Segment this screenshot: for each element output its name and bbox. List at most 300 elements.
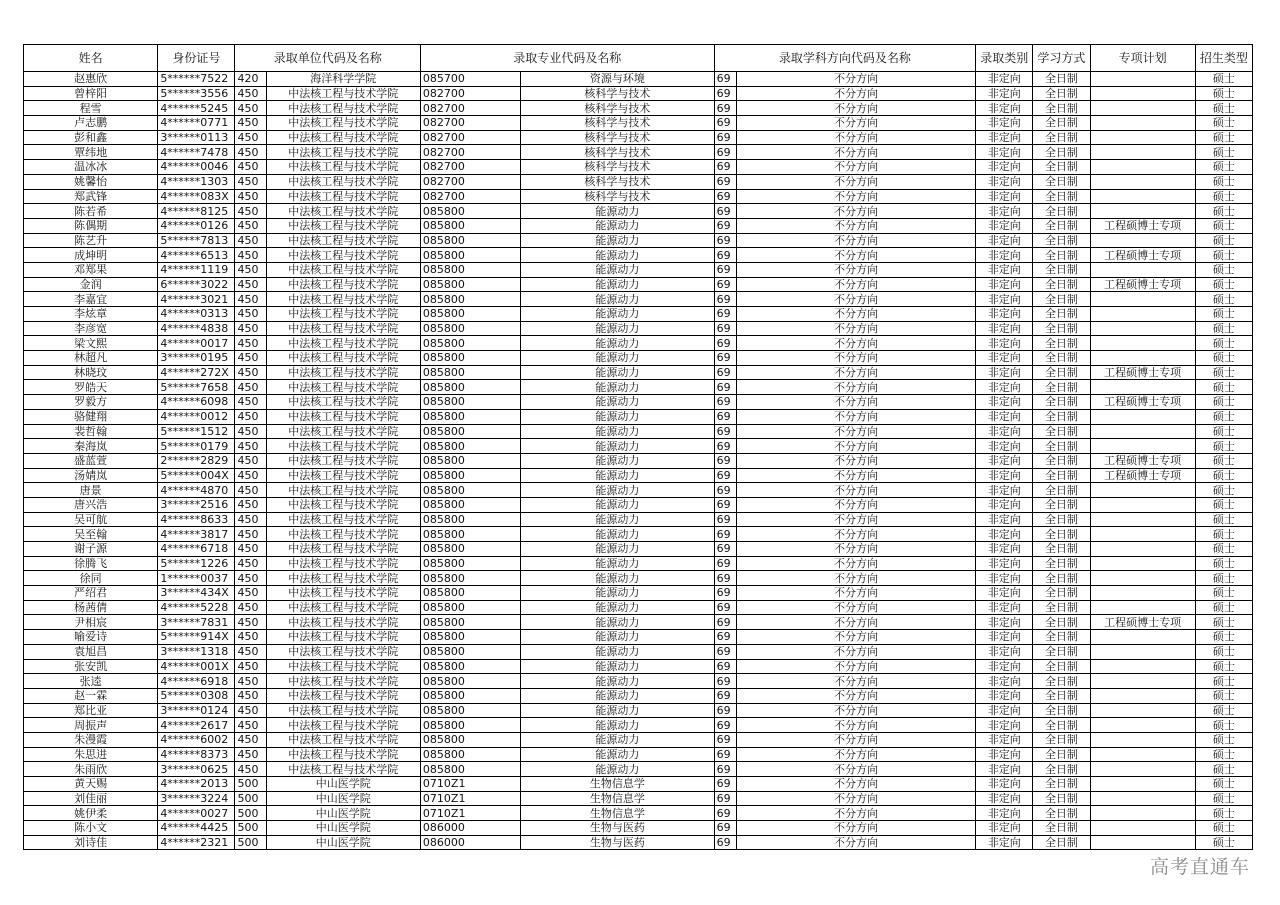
cell-study-mode: 全日制 <box>1033 233 1090 248</box>
cell-study-mode: 全日制 <box>1033 835 1090 850</box>
cell-major-name: 能源动力 <box>521 424 714 439</box>
cell-unit-code: 500 <box>235 806 266 821</box>
cell-enrollment-type: 硕士 <box>1195 204 1252 219</box>
cell-direction-code: 69 <box>714 116 736 131</box>
cell-enrollment-type: 硕士 <box>1195 72 1252 87</box>
cell-category: 非定向 <box>976 791 1033 806</box>
table-row <box>24 732 1253 747</box>
cell-special-plan <box>1090 835 1195 850</box>
cell-special-plan <box>1090 160 1195 175</box>
cell-major-name: 生物信息学 <box>521 791 714 806</box>
cell-unit-name: 中法核工程与技术学院 <box>266 703 420 718</box>
cell-special-plan <box>1090 380 1195 395</box>
cell-study-mode: 全日制 <box>1033 439 1090 454</box>
table-row <box>24 395 1253 410</box>
cell-study-mode: 全日制 <box>1033 762 1090 777</box>
cell-study-mode: 全日制 <box>1033 527 1090 542</box>
cell-direction-name: 不分方向 <box>736 688 976 703</box>
cell-major-name: 能源动力 <box>521 718 714 733</box>
cell-category: 非定向 <box>976 307 1033 322</box>
cell-unit-code: 450 <box>235 101 266 116</box>
cell-name: 裴哲翰 <box>24 424 158 439</box>
cell-id-number: 4******6918 <box>158 674 235 689</box>
cell-unit-name: 中法核工程与技术学院 <box>266 512 420 527</box>
cell-major-code: 085800 <box>420 395 520 410</box>
cell-category: 非定向 <box>976 262 1033 277</box>
cell-enrollment-type: 硕士 <box>1195 439 1252 454</box>
cell-major-code: 085800 <box>420 688 520 703</box>
cell-study-mode: 全日制 <box>1033 424 1090 439</box>
table-row <box>24 101 1253 116</box>
cell-special-plan: 工程硕博士专项 <box>1090 277 1195 292</box>
cell-name: 梁文熙 <box>24 336 158 351</box>
cell-direction-code: 69 <box>714 130 736 145</box>
cell-category: 非定向 <box>976 586 1033 601</box>
cell-direction-code: 69 <box>714 674 736 689</box>
cell-unit-name: 中法核工程与技术学院 <box>266 307 420 322</box>
cell-unit-code: 450 <box>235 145 266 160</box>
cell-name: 陈若希 <box>24 204 158 219</box>
cell-major-code: 082700 <box>420 189 520 204</box>
cell-special-plan <box>1090 718 1195 733</box>
cell-special-plan <box>1090 527 1195 542</box>
cell-name: 吴至翰 <box>24 527 158 542</box>
cell-direction-code: 69 <box>714 424 736 439</box>
cell-major-name: 能源动力 <box>521 747 714 762</box>
cell-unit-name: 中法核工程与技术学院 <box>266 365 420 380</box>
cell-major-code: 085800 <box>420 483 520 498</box>
cell-major-name: 能源动力 <box>521 659 714 674</box>
cell-direction-code: 69 <box>714 292 736 307</box>
cell-unit-name: 中法核工程与技术学院 <box>266 248 420 263</box>
cell-direction-name: 不分方向 <box>736 424 976 439</box>
cell-direction-name: 不分方向 <box>736 174 976 189</box>
cell-unit-name: 中法核工程与技术学院 <box>266 395 420 410</box>
cell-special-plan <box>1090 688 1195 703</box>
cell-special-plan: 工程硕博士专项 <box>1090 453 1195 468</box>
cell-enrollment-type: 硕士 <box>1195 527 1252 542</box>
cell-unit-name: 中法核工程与技术学院 <box>266 659 420 674</box>
cell-major-name: 核科学与技术 <box>521 174 714 189</box>
cell-major-code: 082700 <box>420 145 520 160</box>
cell-direction-code: 69 <box>714 307 736 322</box>
cell-direction-code: 69 <box>714 542 736 557</box>
cell-enrollment-type: 硕士 <box>1195 468 1252 483</box>
cell-name: 严绍君 <box>24 586 158 601</box>
cell-major-code: 085800 <box>420 351 520 366</box>
cell-special-plan: 工程硕博士专项 <box>1090 248 1195 263</box>
cell-unit-code: 450 <box>235 659 266 674</box>
cell-category: 非定向 <box>976 72 1033 87</box>
cell-category: 非定向 <box>976 351 1033 366</box>
cell-category: 非定向 <box>976 130 1033 145</box>
cell-direction-code: 69 <box>714 732 736 747</box>
cell-id-number: 5******3556 <box>158 86 235 101</box>
table-row <box>24 703 1253 718</box>
cell-major-code: 085800 <box>420 674 520 689</box>
cell-unit-name: 中法核工程与技术学院 <box>266 439 420 454</box>
cell-special-plan <box>1090 101 1195 116</box>
cell-study-mode: 全日制 <box>1033 453 1090 468</box>
cell-category: 非定向 <box>976 468 1033 483</box>
cell-study-mode: 全日制 <box>1033 292 1090 307</box>
cell-id-number: 4******0313 <box>158 307 235 322</box>
table-row <box>24 439 1253 454</box>
cell-direction-code: 69 <box>714 806 736 821</box>
cell-name: 程雪 <box>24 101 158 116</box>
cell-direction-name: 不分方向 <box>736 527 976 542</box>
table-row <box>24 233 1253 248</box>
cell-special-plan <box>1090 762 1195 777</box>
cell-unit-code: 450 <box>235 453 266 468</box>
cell-unit-name: 中法核工程与技术学院 <box>266 292 420 307</box>
cell-name: 成坤明 <box>24 248 158 263</box>
cell-major-code: 085800 <box>420 439 520 454</box>
table-row <box>24 321 1253 336</box>
cell-unit-name: 中法核工程与技术学院 <box>266 497 420 512</box>
cell-direction-code: 69 <box>714 365 736 380</box>
cell-study-mode: 全日制 <box>1033 586 1090 601</box>
cell-unit-name: 中法核工程与技术学院 <box>266 483 420 498</box>
cell-special-plan <box>1090 806 1195 821</box>
table-row <box>24 571 1253 586</box>
cell-major-name: 能源动力 <box>521 483 714 498</box>
cell-special-plan <box>1090 483 1195 498</box>
cell-major-name: 能源动力 <box>521 527 714 542</box>
cell-unit-name: 中法核工程与技术学院 <box>266 762 420 777</box>
cell-major-code: 085800 <box>420 365 520 380</box>
cell-direction-name: 不分方向 <box>736 248 976 263</box>
cell-special-plan <box>1090 145 1195 160</box>
cell-special-plan <box>1090 409 1195 424</box>
cell-major-code: 085800 <box>420 468 520 483</box>
cell-major-code: 0710Z1 <box>420 806 520 821</box>
cell-major-code: 085800 <box>420 453 520 468</box>
cell-id-number: 4******0126 <box>158 218 235 233</box>
cell-id-number: 4******2321 <box>158 835 235 850</box>
cell-id-number: 3******1318 <box>158 644 235 659</box>
cell-special-plan: 工程硕博士专项 <box>1090 468 1195 483</box>
cell-special-plan <box>1090 86 1195 101</box>
cell-category: 非定向 <box>976 189 1033 204</box>
cell-category: 非定向 <box>976 630 1033 645</box>
cell-enrollment-type: 硕士 <box>1195 86 1252 101</box>
cell-enrollment-type: 硕士 <box>1195 174 1252 189</box>
table-row <box>24 189 1253 204</box>
cell-major-code: 085800 <box>420 600 520 615</box>
cell-major-name: 能源动力 <box>521 218 714 233</box>
cell-study-mode: 全日制 <box>1033 145 1090 160</box>
cell-id-number: 4******083X <box>158 189 235 204</box>
cell-study-mode: 全日制 <box>1033 101 1090 116</box>
cell-category: 非定向 <box>976 101 1033 116</box>
cell-unit-name: 中法核工程与技术学院 <box>266 336 420 351</box>
cell-name: 黄天赐 <box>24 777 158 792</box>
table-row <box>24 821 1253 836</box>
cell-major-code: 085800 <box>420 703 520 718</box>
cell-study-mode: 全日制 <box>1033 659 1090 674</box>
table-row <box>24 527 1253 542</box>
cell-unit-name: 中法核工程与技术学院 <box>266 351 420 366</box>
cell-name: 邓郑果 <box>24 262 158 277</box>
cell-major-code: 085800 <box>420 204 520 219</box>
table-row <box>24 86 1253 101</box>
cell-direction-name: 不分方向 <box>736 409 976 424</box>
cell-special-plan: 工程硕博士专项 <box>1090 365 1195 380</box>
cell-study-mode: 全日制 <box>1033 321 1090 336</box>
cell-category: 非定向 <box>976 145 1033 160</box>
cell-major-code: 085800 <box>420 571 520 586</box>
cell-name: 卢志鹏 <box>24 116 158 131</box>
cell-direction-name: 不分方向 <box>736 586 976 601</box>
cell-enrollment-type: 硕士 <box>1195 821 1252 836</box>
cell-name: 李彦宽 <box>24 321 158 336</box>
cell-major-name: 能源动力 <box>521 556 714 571</box>
table-row <box>24 762 1253 777</box>
cell-direction-code: 69 <box>714 86 736 101</box>
cell-special-plan <box>1090 512 1195 527</box>
cell-id-number: 4******6098 <box>158 395 235 410</box>
cell-unit-code: 500 <box>235 791 266 806</box>
cell-enrollment-type: 硕士 <box>1195 453 1252 468</box>
cell-enrollment-type: 硕士 <box>1195 395 1252 410</box>
cell-unit-name: 中法核工程与技术学院 <box>266 600 420 615</box>
table-row <box>24 556 1253 571</box>
cell-unit-code: 450 <box>235 732 266 747</box>
cell-unit-name: 中法核工程与技术学院 <box>266 718 420 733</box>
cell-major-code: 085800 <box>420 542 520 557</box>
cell-major-name: 能源动力 <box>521 644 714 659</box>
cell-unit-code: 450 <box>235 644 266 659</box>
cell-unit-name: 中法核工程与技术学院 <box>266 101 420 116</box>
cell-study-mode: 全日制 <box>1033 497 1090 512</box>
cell-id-number: 3******7831 <box>158 615 235 630</box>
table-row <box>24 218 1253 233</box>
table-row <box>24 835 1253 850</box>
cell-direction-name: 不分方向 <box>736 189 976 204</box>
cell-category: 非定向 <box>976 483 1033 498</box>
cell-category: 非定向 <box>976 688 1033 703</box>
cell-enrollment-type: 硕士 <box>1195 336 1252 351</box>
cell-direction-code: 69 <box>714 72 736 87</box>
cell-direction-name: 不分方向 <box>736 732 976 747</box>
cell-id-number: 4******6002 <box>158 732 235 747</box>
cell-id-number: 4******8633 <box>158 512 235 527</box>
cell-name: 陈小文 <box>24 821 158 836</box>
cell-major-name: 能源动力 <box>521 380 714 395</box>
cell-id-number: 4******4870 <box>158 483 235 498</box>
cell-category: 非定向 <box>976 835 1033 850</box>
cell-name: 唐景 <box>24 483 158 498</box>
cell-major-name: 能源动力 <box>521 615 714 630</box>
cell-unit-code: 450 <box>235 130 266 145</box>
cell-name: 赵一霖 <box>24 688 158 703</box>
cell-direction-name: 不分方向 <box>736 542 976 557</box>
cell-enrollment-type: 硕士 <box>1195 424 1252 439</box>
cell-major-code: 085800 <box>420 732 520 747</box>
cell-direction-name: 不分方向 <box>736 703 976 718</box>
cell-unit-name: 中山医学院 <box>266 821 420 836</box>
header-study-mode: 学习方式 <box>1033 45 1090 72</box>
cell-category: 非定向 <box>976 821 1033 836</box>
cell-enrollment-type: 硕士 <box>1195 307 1252 322</box>
cell-major-name: 能源动力 <box>521 586 714 601</box>
cell-study-mode: 全日制 <box>1033 542 1090 557</box>
cell-unit-code: 450 <box>235 512 266 527</box>
cell-category: 非定向 <box>976 174 1033 189</box>
cell-id-number: 4******6513 <box>158 248 235 263</box>
cell-major-code: 085800 <box>420 292 520 307</box>
cell-enrollment-type: 硕士 <box>1195 497 1252 512</box>
header-major: 录取专业代码及名称 <box>420 45 714 72</box>
cell-direction-code: 69 <box>714 835 736 850</box>
cell-unit-code: 450 <box>235 321 266 336</box>
cell-major-code: 085800 <box>420 233 520 248</box>
cell-unit-code: 450 <box>235 600 266 615</box>
table-row <box>24 483 1253 498</box>
cell-direction-name: 不分方向 <box>736 307 976 322</box>
cell-direction-name: 不分方向 <box>736 439 976 454</box>
cell-direction-name: 不分方向 <box>736 747 976 762</box>
cell-major-name: 能源动力 <box>521 292 714 307</box>
cell-enrollment-type: 硕士 <box>1195 248 1252 263</box>
cell-name: 林超凡 <box>24 351 158 366</box>
cell-name: 徐同 <box>24 571 158 586</box>
cell-id-number: 4******0046 <box>158 160 235 175</box>
cell-enrollment-type: 硕士 <box>1195 218 1252 233</box>
cell-name: 罗毅方 <box>24 395 158 410</box>
cell-category: 非定向 <box>976 86 1033 101</box>
cell-id-number: 3******2516 <box>158 497 235 512</box>
cell-study-mode: 全日制 <box>1033 72 1090 87</box>
cell-direction-name: 不分方向 <box>736 365 976 380</box>
cell-study-mode: 全日制 <box>1033 777 1090 792</box>
cell-direction-code: 69 <box>714 248 736 263</box>
cell-direction-name: 不分方向 <box>736 659 976 674</box>
cell-enrollment-type: 硕士 <box>1195 556 1252 571</box>
cell-enrollment-type: 硕士 <box>1195 145 1252 160</box>
cell-special-plan <box>1090 586 1195 601</box>
cell-enrollment-type: 硕士 <box>1195 762 1252 777</box>
header-special-plan: 专项计划 <box>1090 45 1195 72</box>
cell-direction-code: 69 <box>714 644 736 659</box>
cell-direction-code: 69 <box>714 791 736 806</box>
cell-major-name: 能源动力 <box>521 600 714 615</box>
cell-special-plan: 工程硕博士专项 <box>1090 395 1195 410</box>
cell-direction-name: 不分方向 <box>736 233 976 248</box>
cell-study-mode: 全日制 <box>1033 204 1090 219</box>
cell-enrollment-type: 硕士 <box>1195 600 1252 615</box>
cell-unit-name: 中法核工程与技术学院 <box>266 174 420 189</box>
cell-major-name: 能源动力 <box>521 762 714 777</box>
table-row <box>24 718 1253 733</box>
cell-name: 朱雨欣 <box>24 762 158 777</box>
cell-enrollment-type: 硕士 <box>1195 351 1252 366</box>
cell-category: 非定向 <box>976 248 1033 263</box>
cell-category: 非定向 <box>976 160 1033 175</box>
cell-enrollment-type: 硕士 <box>1195 409 1252 424</box>
cell-major-name: 能源动力 <box>521 204 714 219</box>
cell-id-number: 2******2829 <box>158 453 235 468</box>
cell-direction-code: 69 <box>714 630 736 645</box>
cell-major-name: 核科学与技术 <box>521 86 714 101</box>
cell-special-plan <box>1090 630 1195 645</box>
cell-special-plan <box>1090 659 1195 674</box>
cell-study-mode: 全日制 <box>1033 248 1090 263</box>
cell-major-name: 生物信息学 <box>521 806 714 821</box>
cell-id-number: 3******434X <box>158 586 235 601</box>
cell-category: 非定向 <box>976 439 1033 454</box>
cell-name: 周振声 <box>24 718 158 733</box>
cell-major-name: 能源动力 <box>521 248 714 263</box>
cell-enrollment-type: 硕士 <box>1195 101 1252 116</box>
cell-id-number: 4******2013 <box>158 777 235 792</box>
header-name: 姓名 <box>24 45 158 72</box>
cell-id-number: 5******1512 <box>158 424 235 439</box>
cell-major-code: 085800 <box>420 409 520 424</box>
cell-name: 朱漫霞 <box>24 732 158 747</box>
cell-enrollment-type: 硕士 <box>1195 262 1252 277</box>
cell-id-number: 3******0124 <box>158 703 235 718</box>
cell-unit-name: 中法核工程与技术学院 <box>266 586 420 601</box>
cell-id-number: 5******1226 <box>158 556 235 571</box>
cell-category: 非定向 <box>976 762 1033 777</box>
admissions-table <box>23 44 1253 850</box>
cell-id-number: 4******4425 <box>158 821 235 836</box>
cell-major-name: 能源动力 <box>521 453 714 468</box>
cell-category: 非定向 <box>976 542 1033 557</box>
cell-enrollment-type: 硕士 <box>1195 292 1252 307</box>
cell-category: 非定向 <box>976 204 1033 219</box>
cell-study-mode: 全日制 <box>1033 307 1090 322</box>
cell-study-mode: 全日制 <box>1033 395 1090 410</box>
cell-unit-name: 中法核工程与技术学院 <box>266 277 420 292</box>
cell-direction-name: 不分方向 <box>736 600 976 615</box>
cell-enrollment-type: 硕士 <box>1195 747 1252 762</box>
cell-id-number: 4******3817 <box>158 527 235 542</box>
cell-direction-name: 不分方向 <box>736 380 976 395</box>
cell-direction-code: 69 <box>714 351 736 366</box>
cell-study-mode: 全日制 <box>1033 174 1090 189</box>
cell-direction-name: 不分方向 <box>736 218 976 233</box>
cell-id-number: 5******0179 <box>158 439 235 454</box>
cell-major-name: 核科学与技术 <box>521 101 714 116</box>
cell-direction-name: 不分方向 <box>736 615 976 630</box>
cell-category: 非定向 <box>976 380 1033 395</box>
cell-major-name: 能源动力 <box>521 468 714 483</box>
cell-direction-code: 69 <box>714 527 736 542</box>
cell-id-number: 5******0308 <box>158 688 235 703</box>
cell-unit-name: 中法核工程与技术学院 <box>266 747 420 762</box>
cell-category: 非定向 <box>976 600 1033 615</box>
cell-direction-code: 69 <box>714 101 736 116</box>
cell-unit-name: 中山医学院 <box>266 777 420 792</box>
cell-special-plan <box>1090 747 1195 762</box>
cell-enrollment-type: 硕士 <box>1195 659 1252 674</box>
cell-enrollment-type: 硕士 <box>1195 703 1252 718</box>
cell-unit-code: 500 <box>235 777 266 792</box>
cell-major-code: 085800 <box>420 497 520 512</box>
cell-enrollment-type: 硕士 <box>1195 365 1252 380</box>
cell-direction-name: 不分方向 <box>736 556 976 571</box>
cell-direction-code: 69 <box>714 688 736 703</box>
table-row <box>24 791 1253 806</box>
cell-id-number: 4******272X <box>158 365 235 380</box>
cell-direction-name: 不分方向 <box>736 277 976 292</box>
cell-category: 非定向 <box>976 703 1033 718</box>
header-enrollment-type: 招生类型 <box>1195 45 1252 72</box>
cell-study-mode: 全日制 <box>1033 277 1090 292</box>
